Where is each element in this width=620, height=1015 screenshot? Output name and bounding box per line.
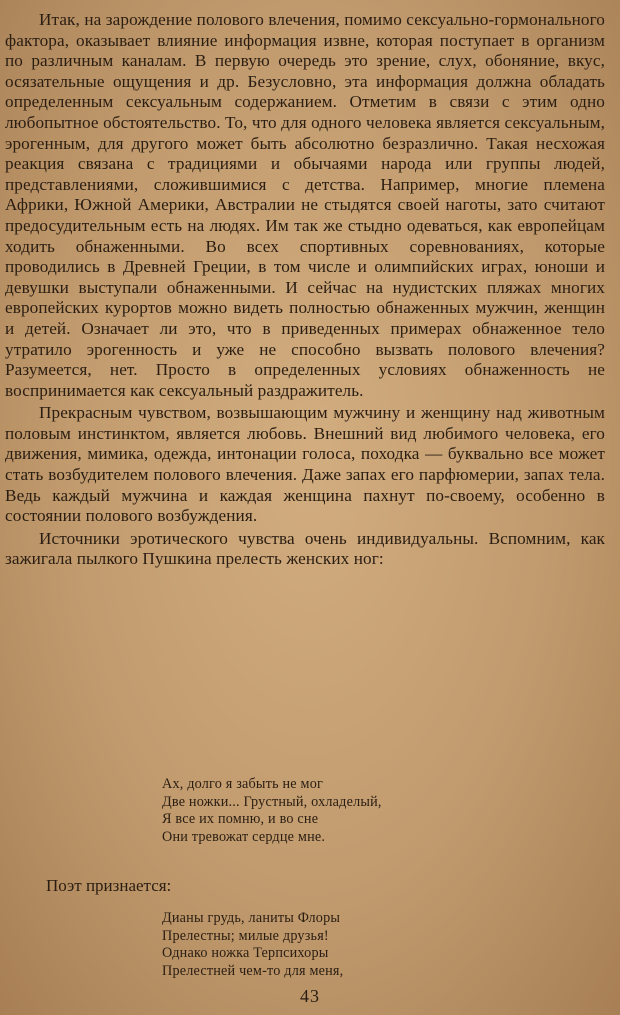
poet-intro-line: Поэт признается:: [46, 876, 172, 895]
verse-quote-1: [162, 776, 382, 846]
verse-line: Дианы грудь, ланиты Флоры: [162, 910, 341, 926]
verse-line: Однако ножка Терпсихоры: [162, 945, 329, 962]
verse-line: Они тревожат сердце мне.: [162, 828, 326, 845]
verse-line: Ах, долго я забыть не мог: [162, 776, 324, 792]
paragraph: Прекрасным чувством, возвышающим мужчину и женщину над животным половым инстинктом, является любовь. Внешний вид любимого человека, его движения, мимика, одежда, интонации голоса, походка — буквально все может стать возбудителем полового влечения. Даже запах его парфюмерии, запах тела. Ведь каждый мужчина и каждая женщина пахнут по-своему, особенно в состоянии полового возбуждения.: [5, 403, 605, 526]
verse-line: Прелестны; милые друзья!: [162, 927, 329, 944]
verse-quote-2: [162, 910, 343, 980]
paragraph: Итак, на зарождение полового влечения, помимо сексуально-гормонального фактора, оказывает влияние информация извне, которая поступает в организм по различным каналам. В первую очередь это зрение, слух, обоняние, вкус, осязательные ощущения и др. Безусловно, эта информация должна обладать определенным сексуальным содержанием. Отметим в связи с этим одно любопытное обстоятельство. То, что для одного человека является сексуальным, эрогенным, для другого может быть абсолютно безразлично. Такая несхожая реакция связана с традициями и обычаями народа или группы людей, представлениями, сложившимися с детства. Например, многие племена Африки, Южной Америки, Австралии не стыдятся своей наготы, зато считают предосудительным есть на людях. Им так же стыдно одеваться, как европейцам ходить обнаженными. Во всех спортивных соревнованиях, которые проводились в Древней Греции, в том числе и олимпийских играх, юноши и девушки выступали обнаженными. И сейчас на нудистских пляжах многих европейских курортов можно видеть полностью обнаженных мужчин, женщин и детей. Означает ли это, что в приведенных примерах обнаженное тело утратило эрогенность и уже не способно вызвать полового влечения? Разумеется, нет. Просто в определенных условиях обнаженность не воспринимается как сексуальный раздражитель.: [5, 10, 605, 400]
paragraph: Источники эротического чувства очень индивидуальны. Вспомним, как зажигала пылкого Пушкина прелесть женских ног:: [5, 528, 605, 569]
body-text: [5, 10, 605, 570]
verse-line: Прелестней чем-то для меня,: [162, 962, 344, 979]
verse-line: Я все их помню, и во сне: [162, 811, 319, 828]
page-number: 43: [300, 986, 320, 1006]
verse-line: Две ножки... Грустный, охладелый,: [162, 793, 382, 810]
